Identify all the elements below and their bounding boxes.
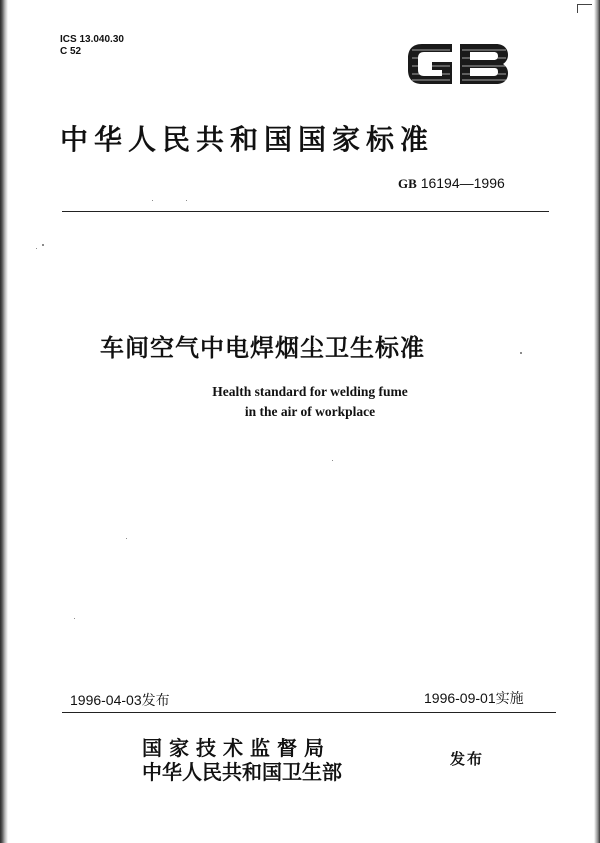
classification-block — [60, 34, 124, 58]
english-title — [150, 382, 470, 422]
scan-speck — [520, 352, 522, 354]
english-title-line-2: in the air of workplace — [244, 404, 376, 419]
gb-logo — [404, 38, 512, 90]
footer-divider — [62, 712, 556, 713]
publish-label: 发布 — [450, 750, 485, 768]
scan-edge-left — [0, 0, 8, 843]
issuer-line-1: 国家技术监督局 — [142, 736, 331, 760]
chinese-title: 车间空气中电焊烟尘卫生标准 — [100, 334, 425, 362]
standard-number — [398, 175, 505, 192]
ics-code: ICS 13.040.30 — [60, 34, 124, 45]
issuer-line-2: 中华人民共和国卫生部 — [142, 760, 342, 784]
national-standard-heading: 中华人民共和国国家标准 — [60, 123, 435, 156]
category-code: C 52 — [60, 46, 82, 57]
issue-date: 1996-04-03发布 — [70, 692, 170, 708]
standard-prefix: GB — [398, 176, 417, 191]
scan-speck — [42, 244, 44, 246]
scan-speck — [332, 460, 333, 461]
scan-speck — [126, 538, 127, 539]
header-divider — [62, 211, 549, 212]
implementation-date: 1996-09-01实施 — [424, 690, 524, 706]
scan-speck — [36, 248, 37, 249]
issuing-authorities — [142, 736, 342, 784]
scan-edge-right — [594, 0, 600, 843]
english-title-line-1: Health standard for welding fume — [212, 384, 408, 399]
standard-code: 16194—1996 — [420, 175, 505, 191]
corner-crop-mark — [577, 4, 592, 13]
scan-speck — [186, 200, 187, 201]
scan-speck — [74, 618, 75, 619]
scan-speck — [152, 200, 153, 201]
